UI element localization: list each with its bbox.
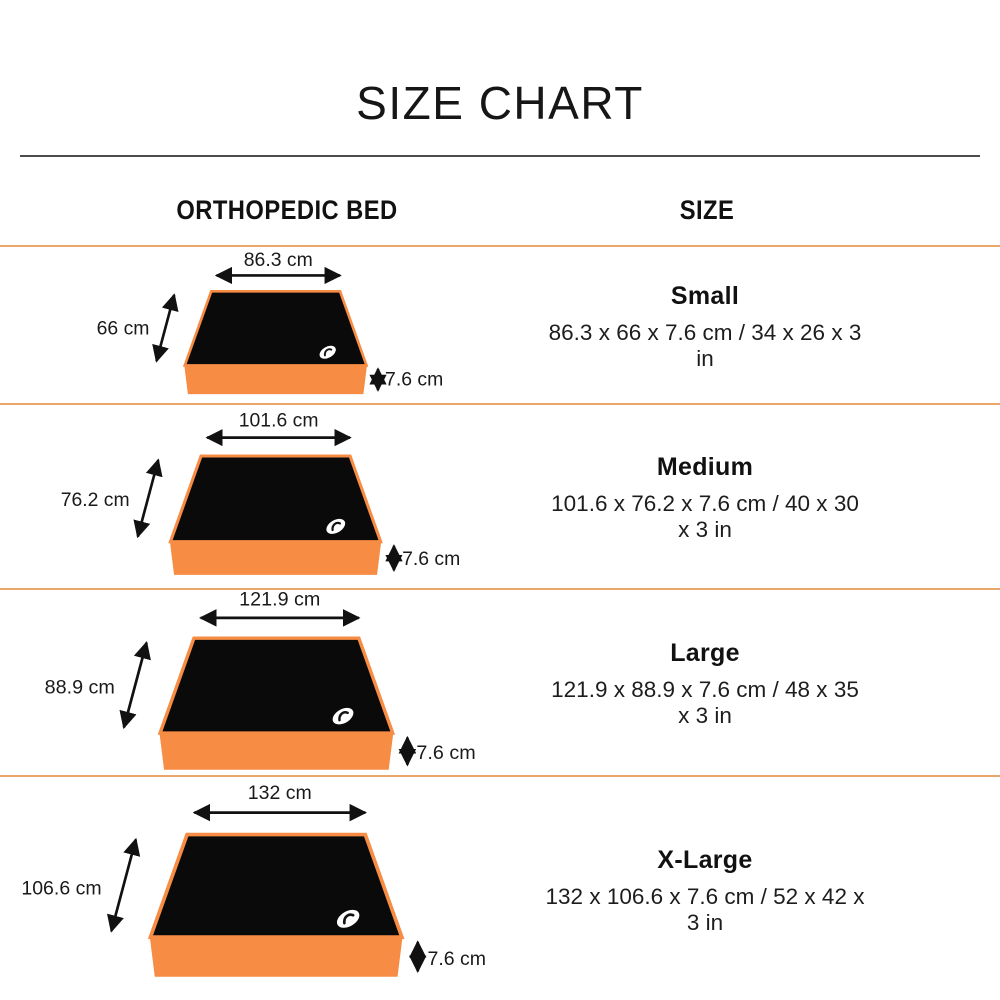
bed-diagram	[96, 249, 443, 412]
table-row	[0, 590, 1000, 777]
size-cell	[545, 449, 1000, 543]
bed-top-surface	[184, 292, 366, 366]
bed-depth-label: 76.2 cm	[60, 489, 130, 512]
bed-illustration-cell	[0, 236, 545, 412]
depth-arrow	[156, 295, 174, 361]
size-name: X-Large	[657, 846, 753, 875]
bed-height-label: 7.6 cm	[384, 369, 443, 392]
bed-depth-label: 66 cm	[96, 318, 149, 341]
size-dimensions: 121.9 x 88.9 x 7.6 cm / 48 x 35 x 3 in	[551, 677, 859, 729]
bed-illustration-cell	[0, 776, 545, 1000]
size-dimensions: 132 x 106.6 x 7.6 cm / 52 x 42 x 3 in	[545, 884, 865, 936]
size-name: Large	[670, 639, 740, 668]
size-name: Small	[670, 281, 740, 310]
depth-arrow	[123, 642, 146, 727]
bed-height-label: 7.6 cm	[427, 948, 487, 971]
table-row	[0, 247, 1000, 405]
depth-arrow	[111, 840, 135, 932]
size-cell	[545, 842, 1000, 936]
bed-width-label: 121.9 cm	[238, 588, 320, 611]
bed-diagram	[60, 407, 461, 596]
bed-illustration-cell	[0, 572, 545, 793]
size-dimensions: 101.6 x 76.2 x 7.6 cm / 40 x 30 x 3 in	[551, 491, 859, 543]
column-header-size: SIZE	[679, 194, 735, 225]
bed-depth-label: 106.6 cm	[21, 877, 102, 900]
table-row	[0, 405, 1000, 590]
bed-height-label: 7.6 cm	[402, 548, 461, 571]
size-name: Medium	[656, 453, 754, 482]
bed-base	[184, 366, 366, 394]
page-title: SIZE CHART	[356, 77, 644, 129]
bed-width-label: 132 cm	[247, 782, 312, 805]
depth-arrow	[138, 460, 158, 537]
bed-top-surface	[150, 835, 401, 938]
column-header-orthopedic-bed: ORTHOPEDIC BED	[176, 194, 398, 225]
bed-width-label: 86.3 cm	[243, 249, 313, 272]
table-header	[0, 157, 1000, 247]
bed-base	[170, 542, 380, 575]
bed-base	[150, 937, 401, 976]
bed-diagram	[21, 776, 487, 1000]
size-cell	[545, 635, 1000, 729]
bed-base	[160, 733, 393, 769]
size-dimensions: 86.3 x 66 x 7.6 cm / 34 x 26 x 3 in	[548, 319, 862, 371]
bed-illustration-cell	[0, 396, 545, 596]
bed-depth-label: 88.9 cm	[44, 676, 115, 699]
bed-top-surface	[170, 456, 380, 542]
table-row	[0, 777, 1000, 1000]
bed-width-label: 101.6 cm	[238, 409, 319, 432]
size-cell	[545, 278, 1000, 372]
bed-diagram	[44, 584, 476, 793]
bed-top-surface	[160, 638, 393, 733]
bed-height-label: 7.6 cm	[415, 741, 476, 764]
